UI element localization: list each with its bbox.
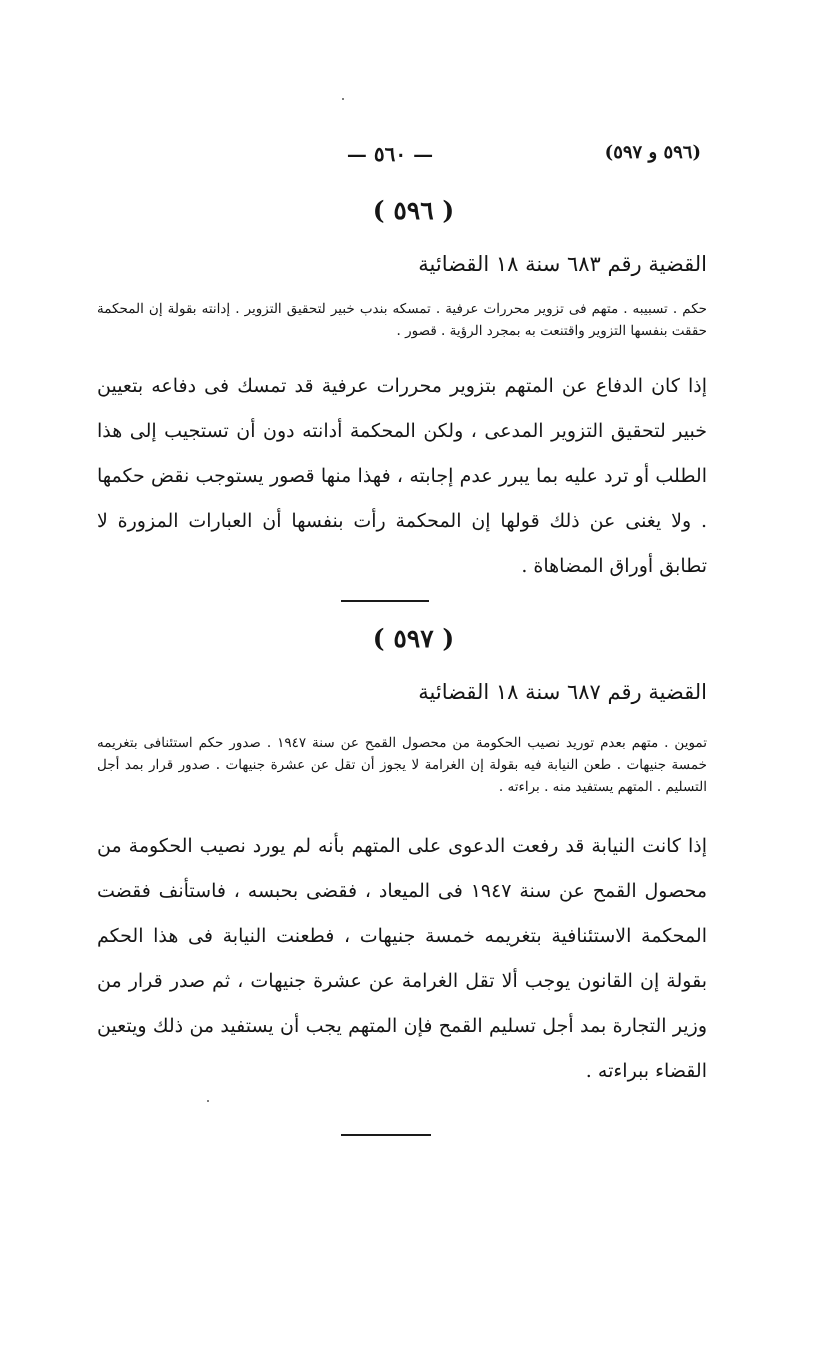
header-case-range: (٥٩٦ و ٥٩٧) bbox=[604, 142, 701, 163]
case-596-summary: حكم . تسبيبه . متهم فى تزوير محررات عرفية . تمسكه بندب خبير لتحقيق التزوير . إدانته بقولة إن المحكمة حققت بنفسها التزوير واقتنعت به بمجرد الرؤية . قصور . bbox=[97, 301, 707, 339]
running-header bbox=[0, 138, 827, 172]
case-596-number: ( ٥٩٦ ) bbox=[372, 196, 455, 225]
scan-speck bbox=[342, 98, 344, 100]
case-597-number: ( ٥٩٧ ) bbox=[372, 624, 455, 653]
section-divider bbox=[341, 600, 429, 602]
case-596-body: إذا كان الدفاع عن المتهم بتزوير محررات عرفية قد تمسك فى دفاعه بتعيين خبير لتحقيق التزوير المدعى ، ولكن المحكمة أدانته دون أن تستجيب إلى هذا الطلب أو ترد عليه بما يبرر عدم إجابته ، فهذا منها قصور يستوجب نقض حكمها . ولا يغنى عن ذلك قولها إن المحكمة رأت بنفسها أن العبارات المزورة لا تطابق أوراق المضاهاة . bbox=[97, 375, 707, 577]
end-divider bbox=[341, 1134, 431, 1136]
case-596-title: القضية رقم ٦٨٣ سنة ١٨ القضائية bbox=[418, 252, 707, 276]
case-597-title: القضية رقم ٦٨٧ سنة ١٨ القضائية bbox=[418, 680, 707, 704]
scan-speck bbox=[207, 1100, 209, 1102]
page-number: — ٥٦٠ — bbox=[346, 142, 434, 166]
case-597-body: إذا كانت النيابة قد رفعت الدعوى على المتهم بأنه لم يورد نصيب الحكومة من محصول القمح عن سنة ١٩٤٧ فى الميعاد ، فقضى بحبسه ، فاستأنف فقضت المحكمة الاستئنافية بتغريمه خمسة جنيهات ، فطعنت النيابة فى هذا الحكم بقولة إن القانون يوجب ألا تقل الغرامة عن عشرة جنيهات ، ثم صدر قرار من وزير التجارة بمد أجل تسليم القمح فإن المتهم يجب أن يستفيد من ذلك ويتعين القضاء ببراءته . bbox=[97, 835, 708, 1082]
case-597-summary: تموين . متهم بعدم توريد نصيب الحكومة من محصول القمح عن سنة ١٩٤٧ . صدور حكم استئنافى بتغريمه خمسة جنيهات . طعن النيابة فيه بقولة إن الغرامة لا يجوز أن تقل عن عشرة جنيهات . صدور قرار بمد أجل التسليم . المتهم يستفيد منه . براءته . bbox=[97, 735, 707, 795]
